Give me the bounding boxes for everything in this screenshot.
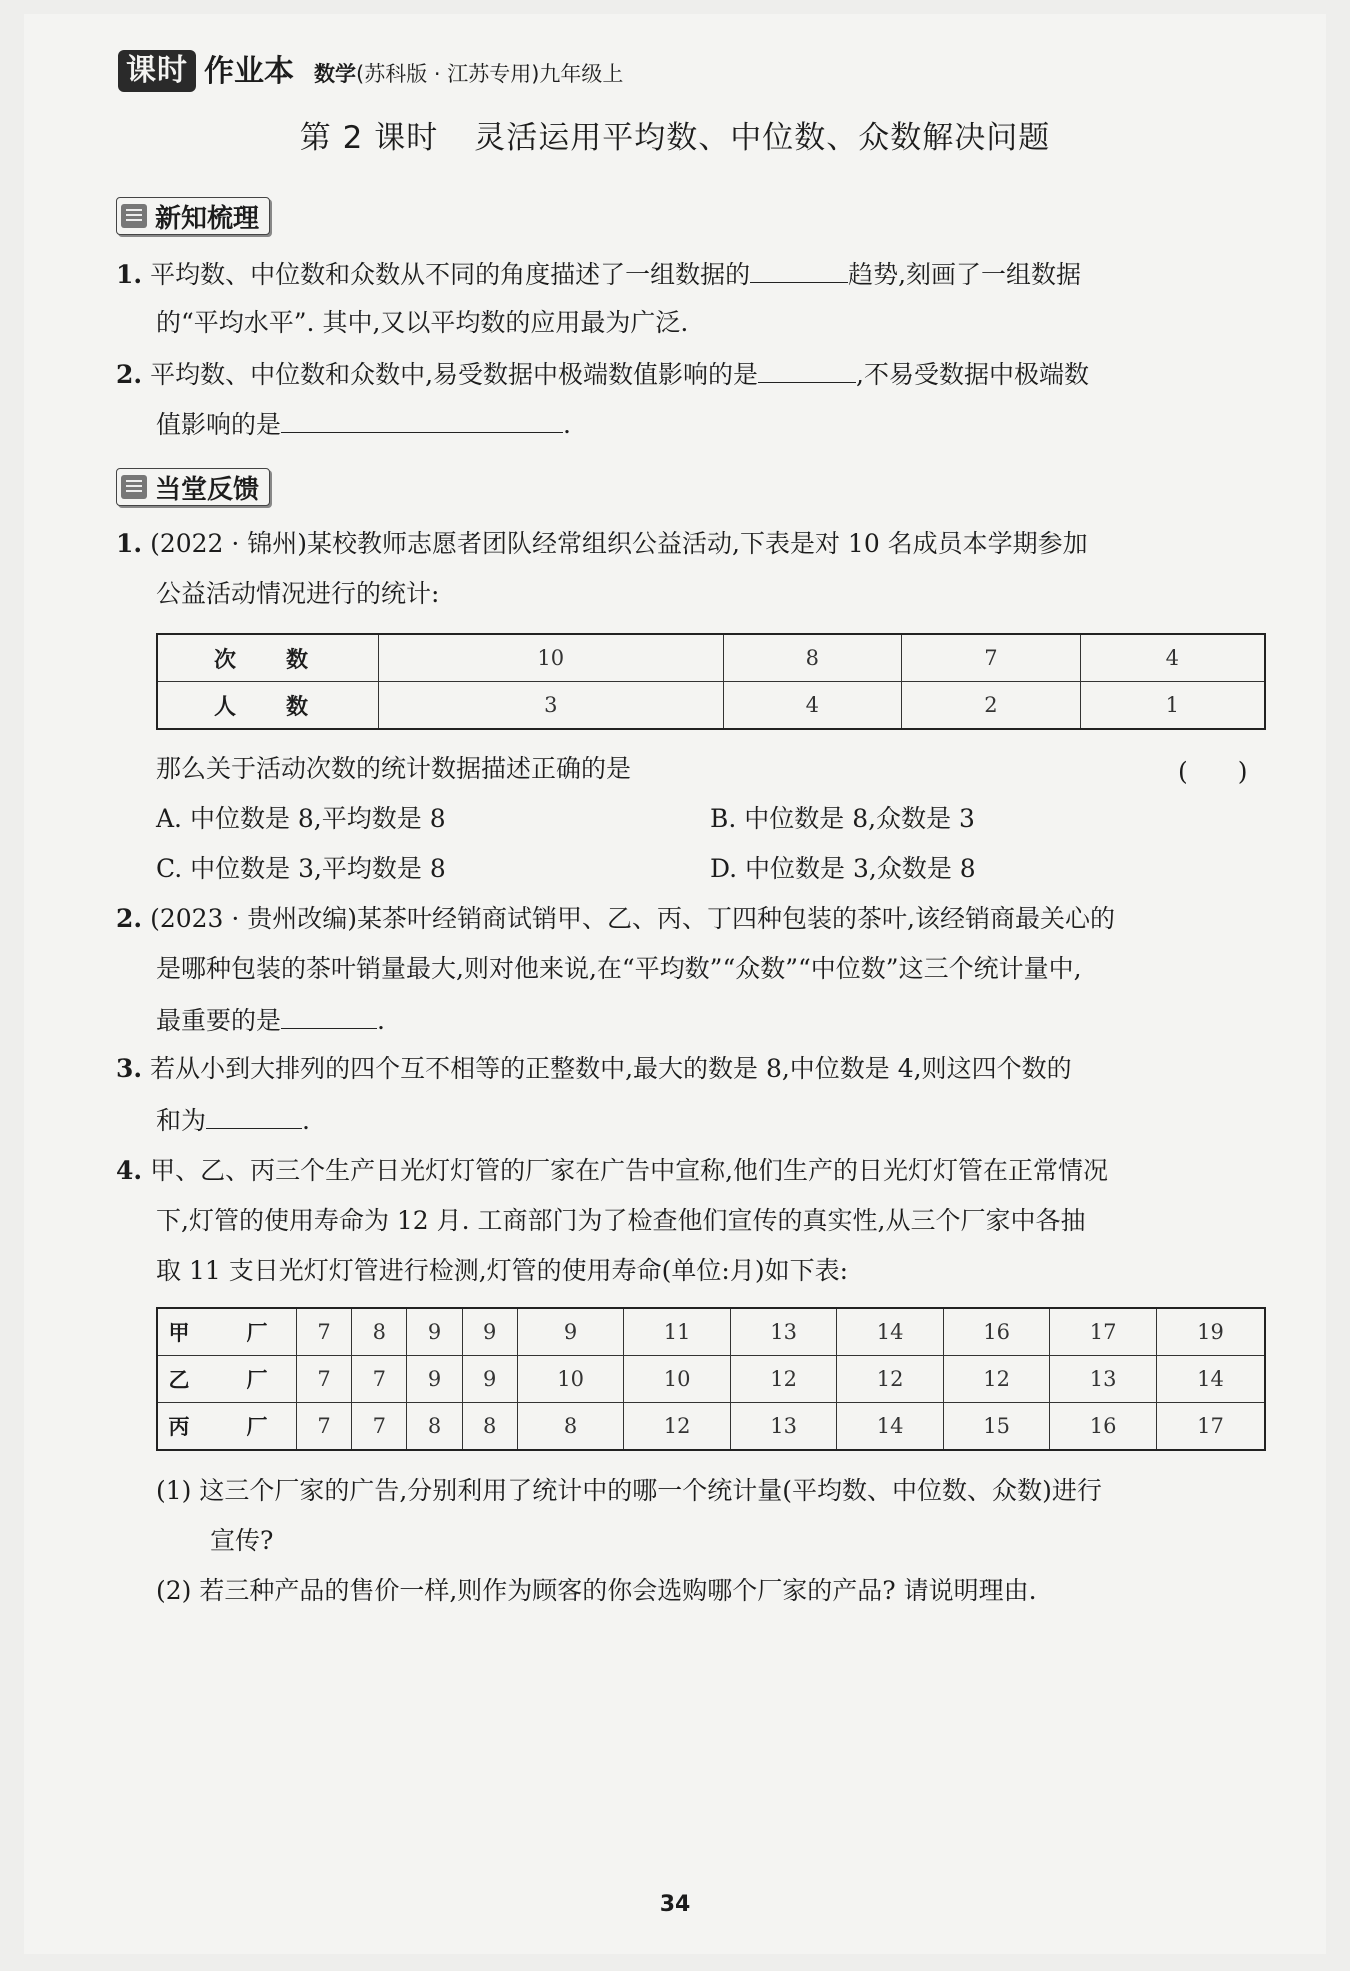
q4-line1 (116, 1154, 1108, 1188)
table-cell: 1 (1080, 682, 1265, 730)
q4-sub2: (2) 若三种产品的售价一样,则作为顾客的你会选购哪个厂家的产品? 请说明理由. (156, 1576, 1037, 1605)
q2-line2: 是哪种包装的茶叶销量最大,则对他来说,在“平均数”“众数”“中位数”这三个统计量中, (156, 954, 1082, 983)
item-text: 和为 (156, 1106, 207, 1135)
table-cell: 11 (624, 1308, 731, 1356)
answer-blank[interactable] (281, 406, 563, 433)
q1-stem: 那么关于活动次数的统计数据描述正确的是 (156, 754, 632, 783)
answer-blank[interactable] (206, 1102, 302, 1129)
series-name: 作业本 (204, 54, 294, 89)
table-cell: 4 (1080, 634, 1265, 682)
answer-blank[interactable] (758, 356, 856, 383)
table-row (157, 1403, 1265, 1451)
option-c[interactable]: C. 中位数是 3,平均数是 8 (156, 854, 446, 883)
q4-sub1-line1: (1) 这三个厂家的广告,分别利用了统计中的哪一个统计量(平均数、中位数、众数)进行 (156, 1476, 1102, 1505)
table-cell: 16 (943, 1308, 1050, 1356)
table-cell: 16 (1050, 1403, 1157, 1451)
table-cell: 7 (297, 1356, 352, 1403)
item-number: 2. (116, 360, 143, 389)
lesson-topic: 灵活运用平均数、中位数、众数解决问题 (474, 120, 1051, 156)
s1-item1-line1 (116, 256, 1081, 292)
table-cell: 14 (1156, 1356, 1265, 1403)
table-cell: 17 (1156, 1403, 1265, 1451)
q3-line2 (156, 1102, 310, 1138)
item-number: 3. (116, 1054, 143, 1083)
s1-item1-line2: 的“平均水平”. 其中,又以平均数的应用最为广泛. (156, 308, 689, 337)
table-cell: 10 (624, 1356, 731, 1403)
q3-line1 (116, 1052, 1072, 1086)
table-cell: 9 (462, 1308, 517, 1356)
item-text: . (377, 1006, 385, 1035)
table-cell: 9 (407, 1356, 462, 1403)
q2-line1 (116, 902, 1115, 936)
table-cell: 7 (352, 1403, 407, 1451)
table-cell: 12 (624, 1403, 731, 1451)
series-logo: 课时 (118, 50, 196, 92)
item-text: 趋势,刻画了一组数据 (848, 260, 1082, 289)
table-cell: 19 (1156, 1308, 1265, 1356)
item-number: 1. (116, 529, 143, 558)
table-cell: 2 (902, 682, 1081, 730)
item-text: 值影响的是 (156, 410, 282, 439)
subject-edition: (苏科版 · 江苏专用)九年级上 (356, 62, 624, 86)
q4-lifespan-table (156, 1307, 1266, 1451)
item-number: 2. (116, 904, 143, 933)
item-text: (2023 · 贵州改编)某茶叶经销商试销甲、乙、丙、丁四种包装的茶叶,该经销商最关心的 (150, 904, 1115, 933)
section-tag-label: 新知梳理 (155, 203, 260, 234)
answer-blank[interactable] (750, 256, 848, 283)
row-header: 次 数 (157, 634, 379, 682)
option-d[interactable]: D. 中位数是 3,众数是 8 (710, 854, 976, 883)
q4-line2: 下,灯管的使用寿命为 12 月. 工商部门为了检查他们宣传的真实性,从三个厂家中各抽 (156, 1206, 1086, 1235)
table-cell: 14 (837, 1403, 944, 1451)
table-cell: 3 (379, 682, 724, 730)
table-cell: 9 (517, 1308, 624, 1356)
answer-blank[interactable] (281, 1002, 377, 1029)
pencil-icon (121, 475, 147, 499)
item-number: 1. (116, 260, 143, 289)
item-text: 甲、乙、丙三个生产日光灯灯管的厂家在广告中宣称,他们生产的日光灯灯管在正常情况 (150, 1156, 1109, 1185)
item-text: ,不易受数据中极端数 (856, 360, 1089, 389)
q4-sub1-line2: 宣传? (210, 1526, 274, 1555)
table-cell: 7 (902, 634, 1081, 682)
lesson-title (0, 112, 1350, 157)
item-text: 平均数、中位数和众数中,易受数据中极端数值影响的是 (150, 360, 759, 389)
q2-line3 (156, 1002, 385, 1038)
q4-line3: 取 11 支日光灯灯管进行检测,灯管的使用寿命(单位:月)如下表: (156, 1256, 849, 1285)
item-text: . (563, 410, 571, 439)
table-row (157, 1308, 1265, 1356)
table-cell: 12 (730, 1356, 837, 1403)
q1-line1 (116, 527, 1088, 561)
table-cell: 8 (462, 1403, 517, 1451)
table-row (157, 682, 1265, 730)
option-a[interactable]: A. 中位数是 8,平均数是 8 (156, 804, 446, 833)
s1-item2-line1 (116, 356, 1089, 392)
answer-paren[interactable]: ( ) (1178, 757, 1248, 786)
lesson-number: 第 2 课时 (299, 120, 439, 156)
table-cell: 14 (837, 1308, 944, 1356)
table-row (157, 634, 1265, 682)
table-cell: 13 (1050, 1356, 1157, 1403)
subject-bold: 数学 (314, 62, 356, 86)
table-cell: 8 (723, 634, 902, 682)
table-cell: 7 (297, 1403, 352, 1451)
table-cell: 8 (517, 1403, 624, 1451)
table-cell: 17 (1050, 1308, 1157, 1356)
section-tag-new-knowledge (116, 197, 270, 235)
item-text: (2022 · 锦州)某校教师志愿者团队经常组织公益活动,下表是对 10 名成员本学期参加 (150, 529, 1088, 558)
s1-item2-line2 (156, 406, 571, 442)
table-cell: 9 (462, 1356, 517, 1403)
book-header (118, 44, 623, 92)
table-cell: 12 (837, 1356, 944, 1403)
subject-label (314, 56, 623, 92)
table-cell: 10 (379, 634, 724, 682)
item-number: 4. (116, 1156, 143, 1185)
table-cell: 10 (517, 1356, 624, 1403)
row-header: 丙 厂 (157, 1403, 297, 1451)
table-cell: 7 (297, 1308, 352, 1356)
table-cell: 13 (730, 1308, 837, 1356)
table-cell: 13 (730, 1403, 837, 1451)
table-cell: 7 (352, 1356, 407, 1403)
table-cell: 8 (352, 1308, 407, 1356)
table-cell: 9 (407, 1308, 462, 1356)
section-tag-feedback (116, 468, 270, 506)
q1-activity-table (156, 633, 1266, 730)
table-cell: 15 (943, 1403, 1050, 1451)
table-cell: 4 (723, 682, 902, 730)
option-b[interactable]: B. 中位数是 8,众数是 3 (710, 804, 975, 833)
table-cell: 12 (943, 1356, 1050, 1403)
row-header: 人 数 (157, 682, 379, 730)
item-text: 平均数、中位数和众数从不同的角度描述了一组数据的 (150, 260, 751, 289)
table-row (157, 1356, 1265, 1403)
q1-line2: 公益活动情况进行的统计: (156, 579, 440, 608)
row-header: 乙 厂 (157, 1356, 297, 1403)
row-header: 甲 厂 (157, 1308, 297, 1356)
item-text: . (302, 1106, 310, 1135)
table-cell: 8 (407, 1403, 462, 1451)
item-text: 若从小到大排列的四个互不相等的正整数中,最大的数是 8,中位数是 4,则这四个数的 (150, 1054, 1072, 1083)
book-icon (121, 204, 147, 228)
section-tag-label: 当堂反馈 (155, 474, 260, 505)
page-number: 34 (659, 1892, 691, 1917)
item-text: 最重要的是 (156, 1006, 282, 1035)
